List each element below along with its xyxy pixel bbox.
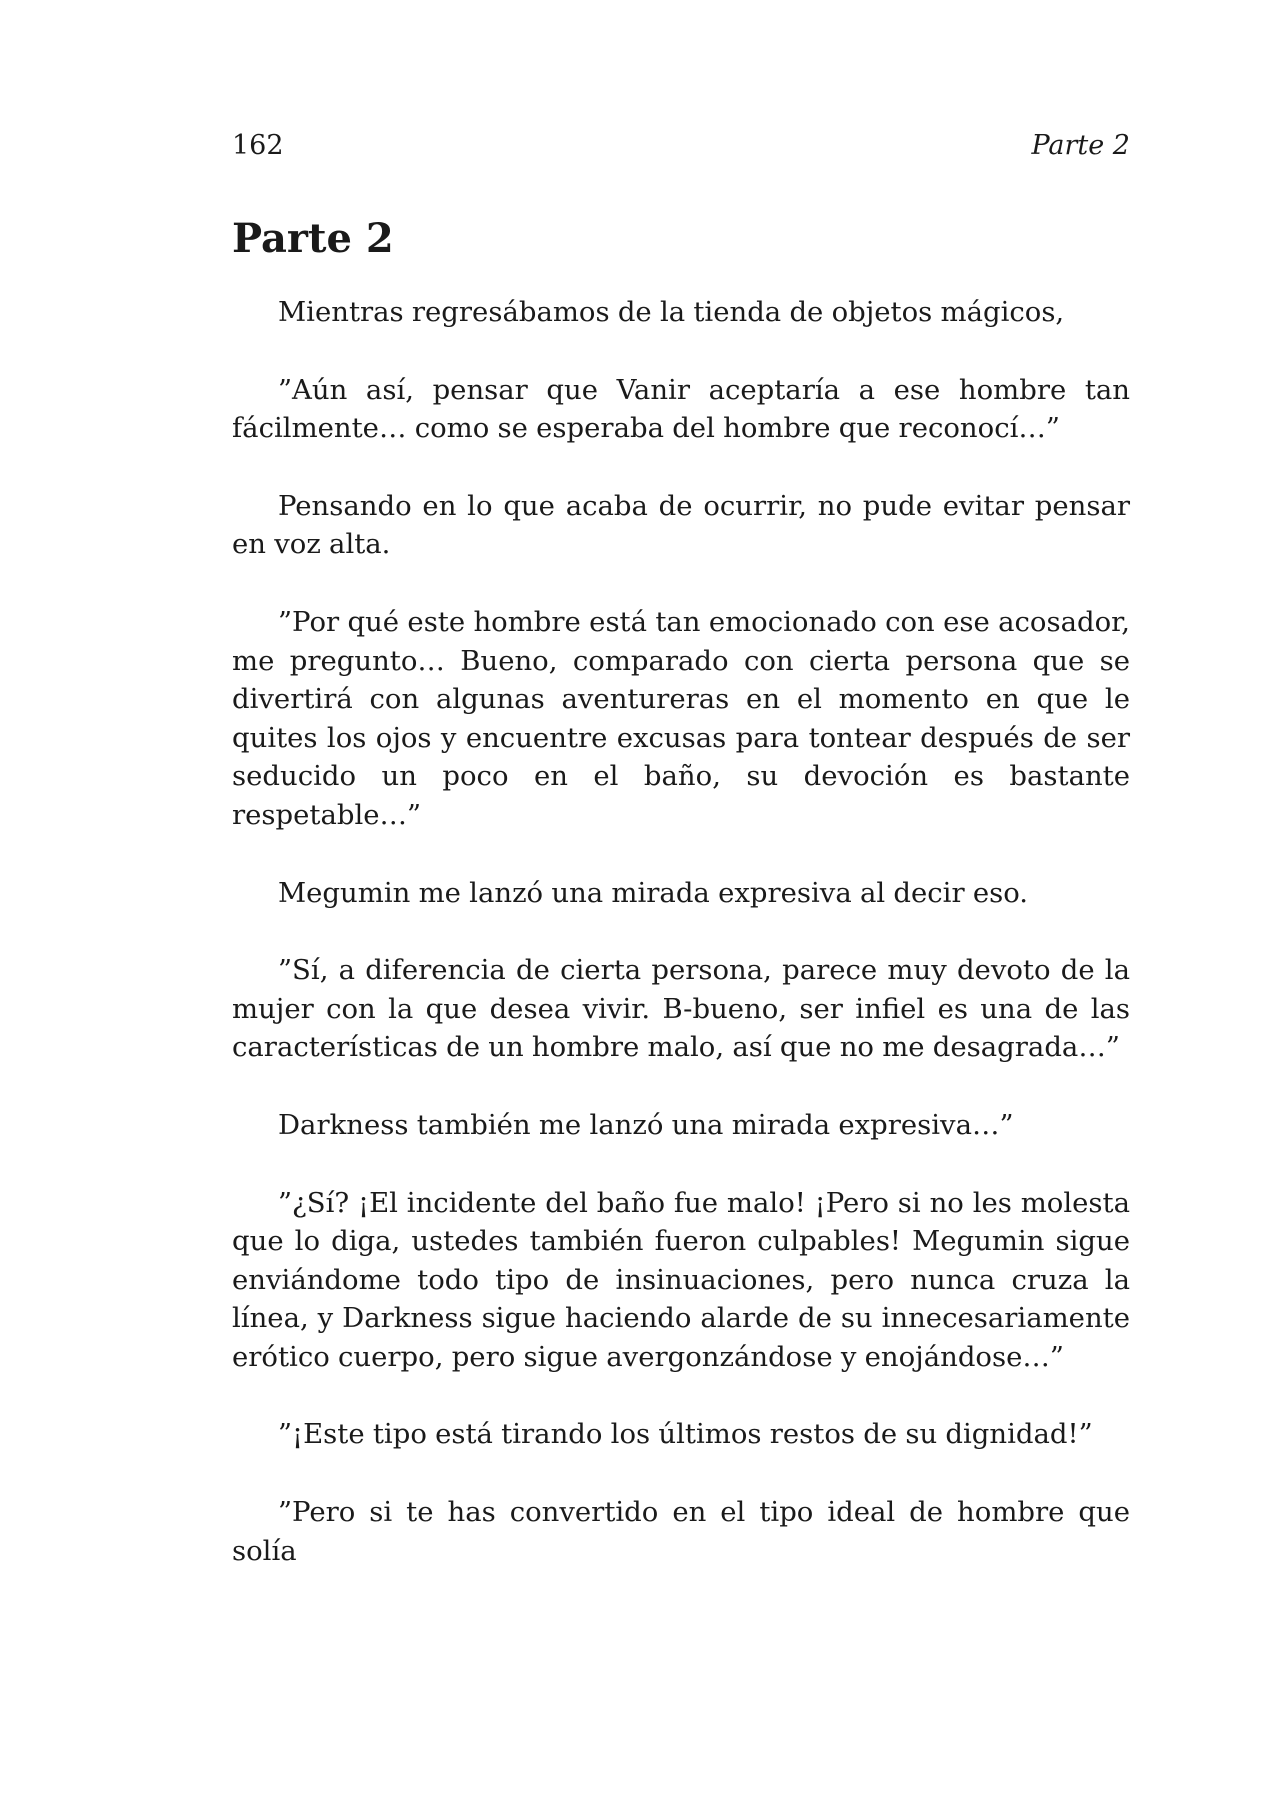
paragraph: ”Aún así, pensar que Vanir aceptaría a ese hombre tan fácilmente… como se esperaba del hombre que reconocí…” bbox=[232, 373, 1130, 445]
paragraph: ”Pero si te has convertido en el tipo ideal de hombre que solía bbox=[232, 1496, 1130, 1567]
paragraph: ”¿Sí? ¡El incidente del baño fue malo! ¡Pero si no les molesta que lo diga, ustedes también fueron culpables! Megumin sigue enviándome todo tipo de insinuaciones, pero nunca cruza la línea, y Darkness sigue haciendo alarde de su innecesariamente erótico cuerpo, pero sigue avergonzándose y enojándose…” bbox=[232, 1186, 1130, 1373]
section-title: Parte 2 bbox=[232, 215, 394, 262]
paragraph: ”¡Este tipo está tirando los últimos restos de su dignidad!” bbox=[278, 1418, 1093, 1451]
paragraph: Mientras regresábamos de la tienda de objetos mágicos, bbox=[278, 296, 1065, 328]
paragraph: ”Sí, a diferencia de cierta persona, parece muy devoto de la mujer con la que desea vivir. B-bueno, ser infiel es una de las características de un hombre malo, así que no me desagrada…” bbox=[232, 954, 1130, 1064]
paragraph: Darkness también me lanzó una mirada expresiva…” bbox=[278, 1108, 1014, 1141]
body-text bbox=[232, 293, 1130, 1570]
book-page bbox=[232, 128, 1130, 1567]
paragraph: ”Por qué este hombre está tan emocionado con ese acosador, me pregunto… Bueno, comparado con cierta persona que se divertirá con algunas aventureras en el momento en que le quites los ojos y encuentre excusas para tontear después de ser seducido un poco en el baño, su devoción es bastante respetable…” bbox=[232, 605, 1130, 831]
running-header bbox=[232, 128, 1130, 164]
paragraph: Pensando en lo que acaba de ocurrir, no pude evitar pensar en voz alta. bbox=[232, 489, 1130, 561]
page-number: 162 bbox=[232, 130, 284, 161]
paragraph: Megumin me lanzó una mirada expresiva al decir eso. bbox=[278, 876, 1029, 909]
running-title: Parte 2 bbox=[1031, 130, 1130, 161]
